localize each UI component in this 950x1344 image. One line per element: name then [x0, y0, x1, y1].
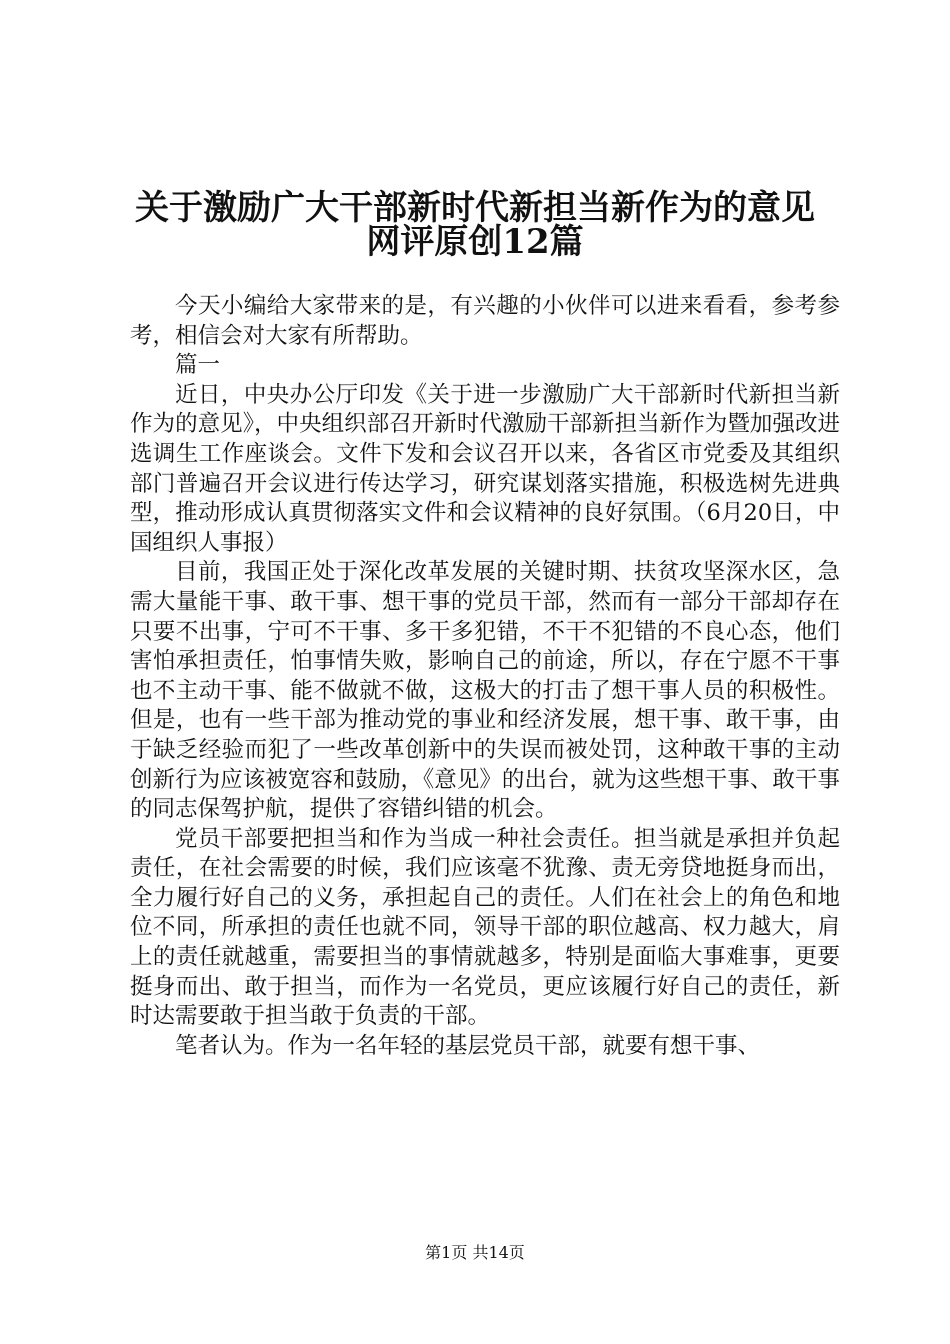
paragraph: 近日，中央办公厅印发《关于进一步激励广大干部新时代新担当新作为的意见》，中央组织部召开新时代激励干部新担当新作为暨加强改进选调生工作座谈会。文件下发和会议召开以来，各省区市党委及其组织部门普遍召开会议进行传达学习，研究谋划落实措施，积极选树先进典型，推动形成认真贯彻落实文件和会议精神的良好氛围。（6月20日，中国组织人事报）	[130, 381, 840, 556]
paragraph: 党员干部要把担当和作为当成一种社会责任。担当就是承担并负起责任，在社会需要的时候，我们应该毫不犹豫、责无旁贷地挺身而出，全力履行好自己的义务，承担起自己的责任。人们在社会上的角色和地位不同，所承担的责任也就不同，领导干部的职位越高、权力越大，肩上的责任就越重，需要担当的事情就越多，特别是面临大事难事，更要挺身而出、敢于担当，而作为一名党员，更应该履行好自己的责任，新时达需要敢于担当敢于负责的干部。	[130, 825, 840, 1030]
document-title-line2: 网评原创12篇	[366, 222, 584, 262]
paragraph: 笔者认为。作为一名年轻的基层党员干部，就要有想干事、	[175, 1032, 761, 1059]
section-heading: 篇一	[175, 352, 221, 379]
page-footer: 第1页 共14页	[425, 1243, 525, 1262]
document-title-line1: 关于激励广大干部新时代新担当新作为的意见	[135, 188, 815, 228]
document-body	[130, 292, 840, 1061]
paragraph-intro: 今天小编给大家带来的是，有兴趣的小伙伴可以进来看看，参考参考，相信会对大家有所帮助。	[130, 293, 840, 349]
paragraph: 目前，我国正处于深化改革发展的关键时期、扶贫攻坚深水区，急需大量能干事、敢干事、想干事的党员干部，然而有一部分干部却存在只要不出事，宁可不干事、多干多犯错，不干不犯错的不良心态，他们害怕承担责任，怕事情失败，影响自己的前途，所以，存在宁愿不干事也不主动干事、能不做就不做，这极大的打击了想干事人员的积极性。但是，也有一些干部为推动党的事业和经济发展，想干事、敢干事，由于缺乏经验而犯了一些改革创新中的失误而被处罚，这种敢干事的主动创新行为应该被宽容和鼓励，《意见》的出台，就为这些想干事、敢干事的同志保驾护航，提供了容错纠错的机会。	[130, 559, 840, 823]
